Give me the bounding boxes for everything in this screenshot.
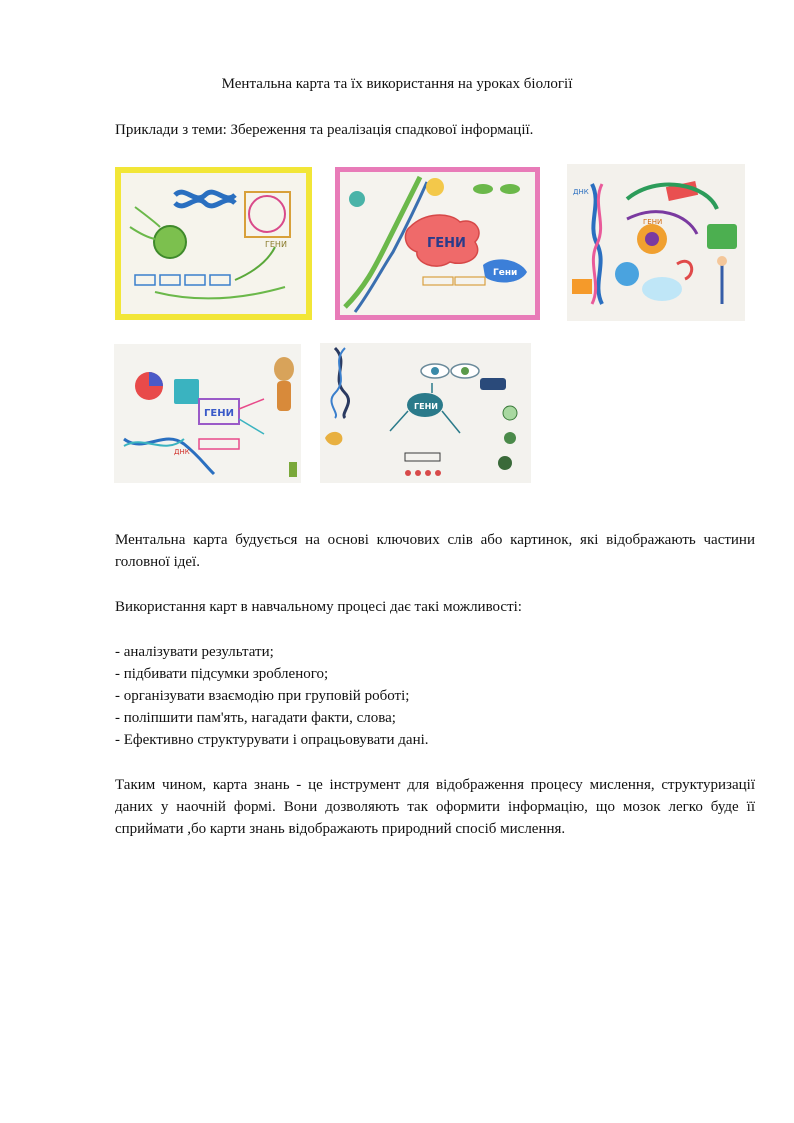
mind-map-drawing-1 (115, 167, 312, 320)
mind-map-photo-1 (115, 167, 312, 320)
page-subtitle: Приклади з теми: Збереження та реалізація спадкової інформації. (115, 122, 534, 138)
map4-word-0: ГЕНИ (204, 408, 234, 419)
map3-word-1: ГЕНИ (643, 218, 663, 226)
paragraph-conclusion (115, 774, 755, 840)
paragraph-3: Таким чином, карта знань - це інструмент для відображення процесу мислення, структуризації даних у наочній формі. Вони дозволяють так оформити інформацію, що мозок легко буде її сприймати ,бо карти знань відображають природний спосіб мислення. (115, 777, 755, 837)
paragraph-intro (115, 529, 755, 573)
list-item: - поліпшити пам'ять, нагадати факти, слова; (115, 710, 396, 726)
map5-word-0: ГЕНИ (414, 402, 438, 411)
paragraph-possibilities (115, 596, 755, 618)
map2-word-1: Гени (493, 268, 518, 278)
map4-word-1: ДНК (174, 448, 190, 456)
mind-map-drawing-4 (114, 344, 301, 483)
paragraph-2: Використання карт в навчальному процесі дає такі можливості: (115, 599, 522, 615)
mind-map-drawing-5 (320, 343, 531, 483)
list-item: - аналізувати результати; (115, 644, 274, 660)
list-item: - організувати взаємодію при груповій роботі; (115, 688, 410, 704)
mind-map-photo-5 (320, 343, 531, 483)
paragraph-1: Ментальна карта будується на основі ключових слів або картинок, які відображають частини головної ідеї. (115, 532, 755, 570)
mind-map-photo-3 (567, 164, 745, 321)
list-item: - підбивати підсумки зробленого; (115, 666, 329, 682)
mind-map-drawing-3 (567, 164, 745, 321)
mind-map-photo-4 (114, 344, 301, 483)
map3-word-0: ДНК (573, 188, 589, 196)
possibilities-list (115, 641, 429, 751)
list-item: - Ефективно структурувати і опрацьовувати дані. (115, 732, 429, 748)
map1-word-0: ГЕНИ (265, 240, 287, 249)
page-title: Ментальна карта та їх використання на уроках біології (221, 76, 573, 92)
mind-map-photo-2 (335, 167, 540, 320)
map2-word-0: ГЕНИ (427, 236, 466, 251)
mind-map-drawing-2 (335, 167, 540, 320)
